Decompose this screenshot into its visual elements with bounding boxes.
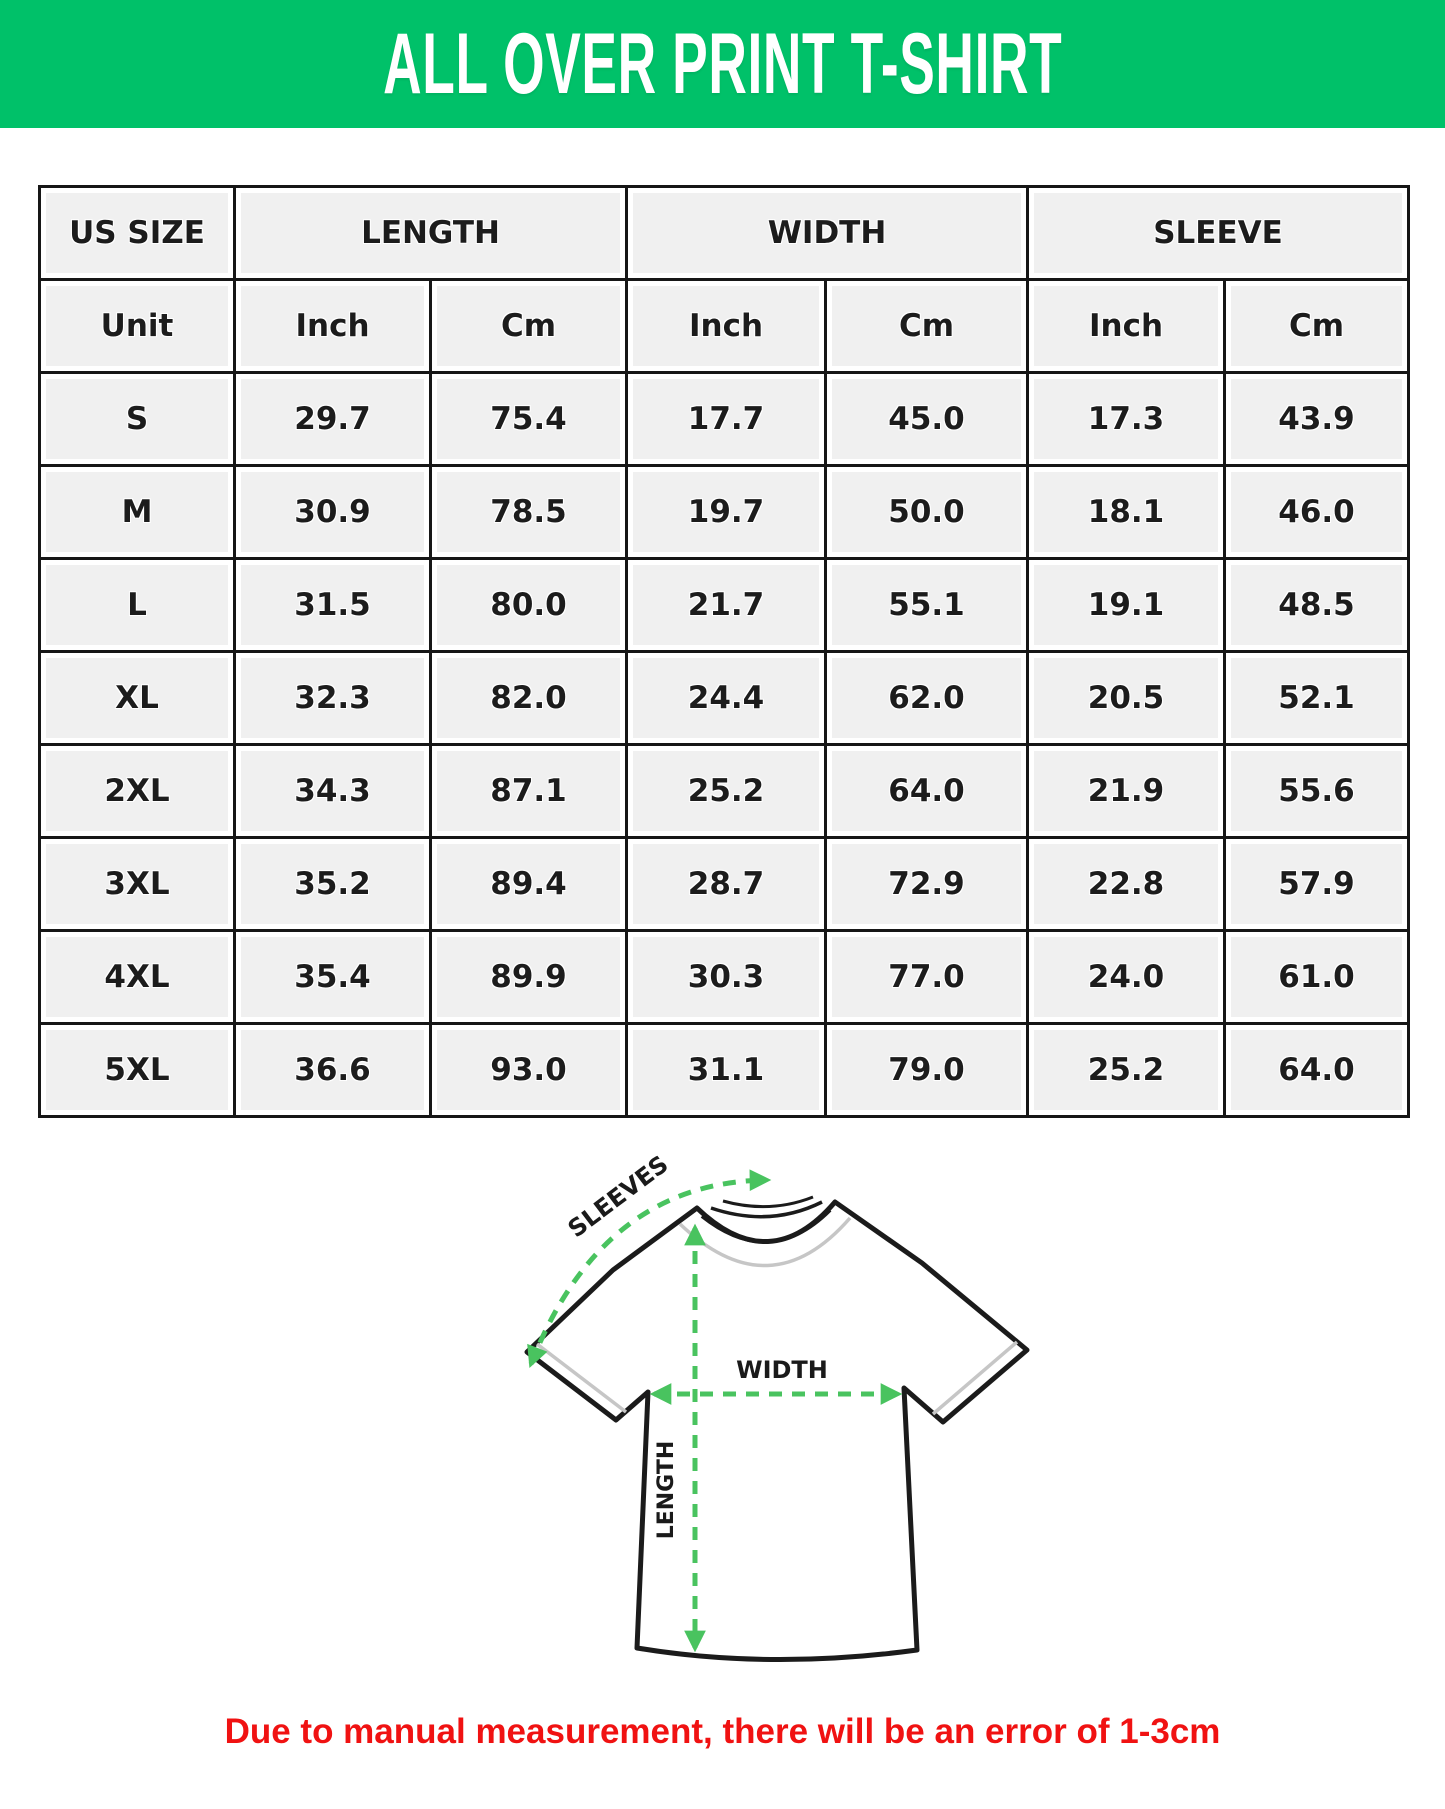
value-cell: 55.1 (826, 559, 1028, 652)
value-cell: 48.5 (1225, 559, 1409, 652)
value-cell: 21.7 (627, 559, 826, 652)
value-cell: 35.2 (235, 838, 431, 931)
value-cell: 24.0 (1028, 931, 1225, 1024)
value-cell: 31.1 (627, 1024, 826, 1117)
value-cell: 93.0 (431, 1024, 627, 1117)
size-cell: S (40, 373, 235, 466)
value-cell: 28.7 (627, 838, 826, 931)
value-cell: 45.0 (826, 373, 1028, 466)
header-cell-length: LENGTH (235, 187, 627, 280)
table-row (40, 931, 1409, 1024)
size-cell: 3XL (40, 838, 235, 931)
value-cell: 35.4 (235, 931, 431, 1024)
size-cell: 5XL (40, 1024, 235, 1117)
value-cell: 72.9 (826, 838, 1028, 931)
size-cell: M (40, 466, 235, 559)
value-cell: 55.6 (1225, 745, 1409, 838)
collar-back-line-2 (723, 1197, 813, 1207)
value-cell: 30.9 (235, 466, 431, 559)
value-cell: 46.0 (1225, 466, 1409, 559)
collar-back-line (711, 1202, 822, 1217)
title-banner (0, 0, 1445, 128)
value-cell: 21.9 (1028, 745, 1225, 838)
value-cell: 30.3 (627, 931, 826, 1024)
table-header-row (40, 187, 1409, 280)
value-cell: 77.0 (826, 931, 1028, 1024)
value-cell: 64.0 (826, 745, 1028, 838)
width-label: WIDTH (736, 1356, 828, 1384)
tshirt-outline-icon (527, 1197, 1027, 1660)
length-label: LENGTH (654, 1440, 679, 1540)
value-cell: 31.5 (235, 559, 431, 652)
value-cell: 25.2 (1028, 1024, 1225, 1117)
value-cell: 50.0 (826, 466, 1028, 559)
value-cell: 61.0 (1225, 931, 1409, 1024)
value-cell: 89.9 (431, 931, 627, 1024)
value-cell: 18.1 (1028, 466, 1225, 559)
value-cell: 19.1 (1028, 559, 1225, 652)
value-cell: 20.5 (1028, 652, 1225, 745)
unit-cell: Inch (627, 280, 826, 373)
unit-cell: Cm (431, 280, 627, 373)
table-row (40, 745, 1409, 838)
unit-row (40, 280, 1409, 373)
value-cell: 19.7 (627, 466, 826, 559)
table-row (40, 466, 1409, 559)
header-cell-sleeve: SLEEVE (1028, 187, 1409, 280)
value-cell: 22.8 (1028, 838, 1225, 931)
value-cell: 17.7 (627, 373, 826, 466)
value-cell: 78.5 (431, 466, 627, 559)
value-cell: 64.0 (1225, 1024, 1409, 1117)
unit-cell: Cm (1225, 280, 1409, 373)
value-cell: 24.4 (627, 652, 826, 745)
table-row (40, 838, 1409, 931)
value-cell: 36.6 (235, 1024, 431, 1117)
value-cell: 89.4 (431, 838, 627, 931)
page-title: ALL OVER PRINT T-SHIRT (382, 15, 1063, 112)
value-cell: 32.3 (235, 652, 431, 745)
value-cell: 62.0 (826, 652, 1028, 745)
value-cell: 82.0 (431, 652, 627, 745)
table-row (40, 652, 1409, 745)
tshirt-measurement-diagram (430, 1020, 1060, 1670)
value-cell: 87.1 (431, 745, 627, 838)
value-cell: 43.9 (1225, 373, 1409, 466)
value-cell: 80.0 (431, 559, 627, 652)
unit-cell: Inch (1028, 280, 1225, 373)
measurement-error-note: Due to manual measurement, there will be an error of 1-3cm (224, 1712, 1221, 1751)
size-chart-table (38, 185, 1410, 1118)
value-cell: 25.2 (627, 745, 826, 838)
unit-cell: Inch (235, 280, 431, 373)
header-cell-width: WIDTH (627, 187, 1028, 280)
size-cell: L (40, 559, 235, 652)
value-cell: 34.3 (235, 745, 431, 838)
value-cell: 75.4 (431, 373, 627, 466)
table-row (40, 559, 1409, 652)
value-cell: 52.1 (1225, 652, 1409, 745)
unit-cell: Unit (40, 280, 235, 373)
table-row (40, 373, 1409, 466)
value-cell: 29.7 (235, 373, 431, 466)
sleeves-label: SLEEVES (562, 1150, 674, 1244)
value-cell: 57.9 (1225, 838, 1409, 931)
value-cell: 17.3 (1028, 373, 1225, 466)
unit-cell: Cm (826, 280, 1028, 373)
value-cell: 79.0 (826, 1024, 1028, 1117)
size-cell: 2XL (40, 745, 235, 838)
size-cell: 4XL (40, 931, 235, 1024)
size-cell: XL (40, 652, 235, 745)
header-cell-us-size: US SIZE (40, 187, 235, 280)
